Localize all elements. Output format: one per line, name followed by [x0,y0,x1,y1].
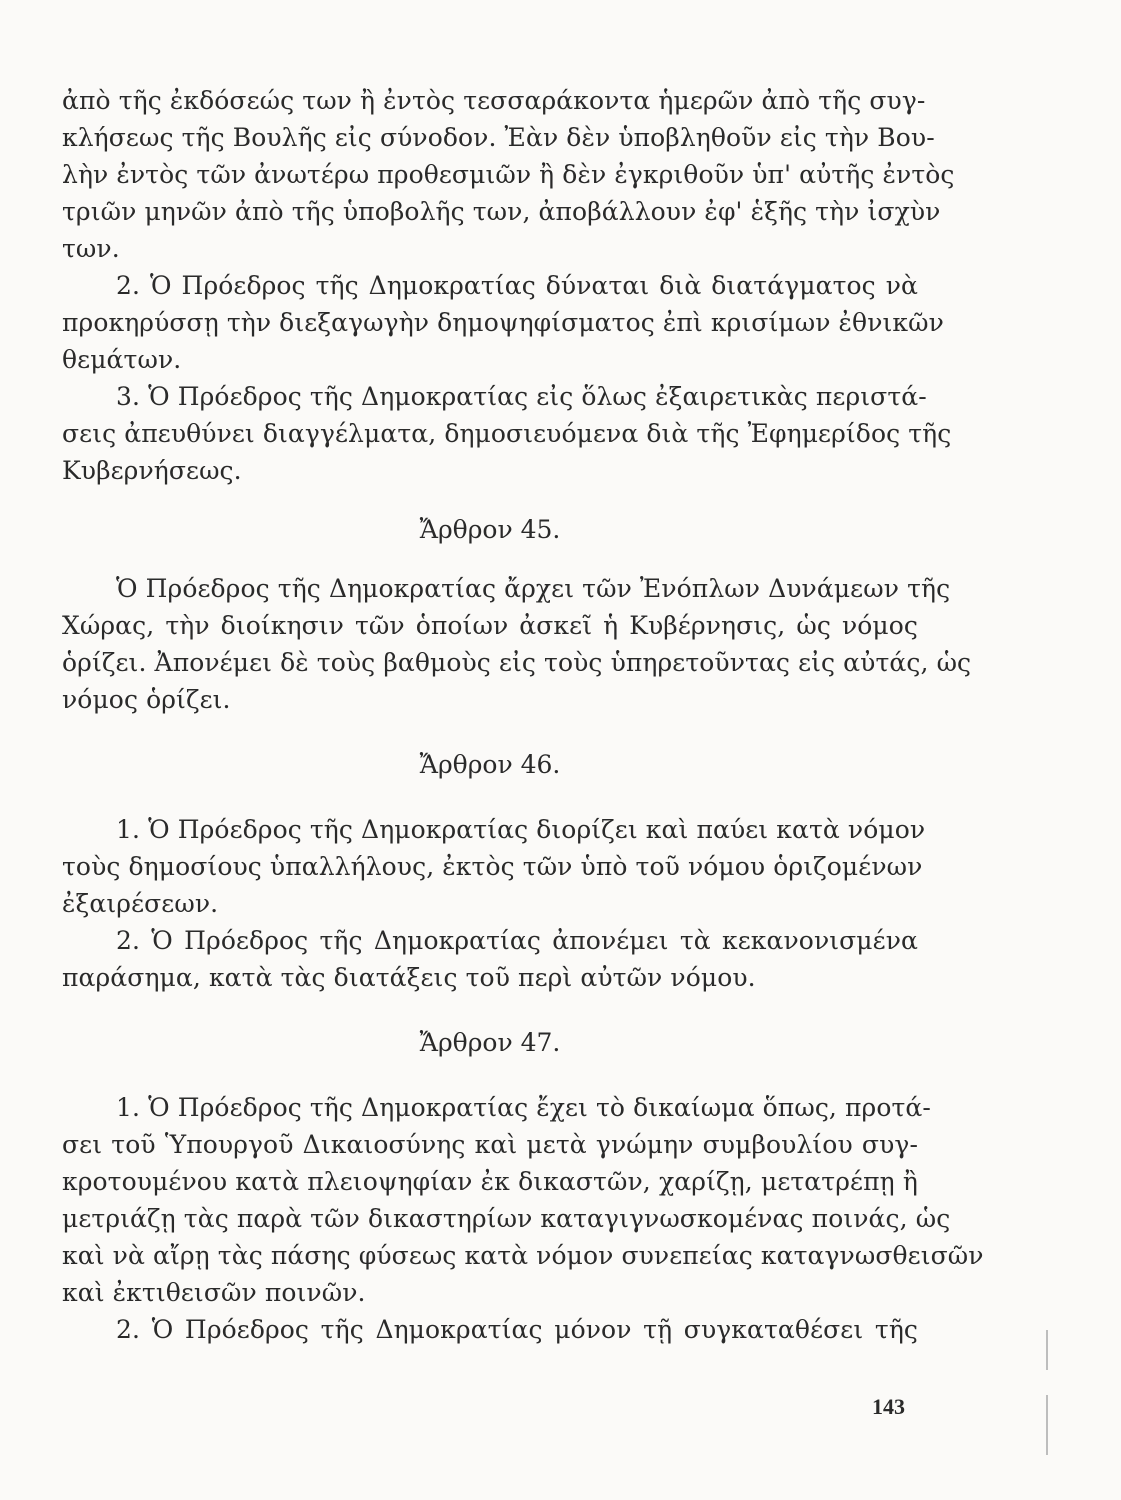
spacer [62,718,918,746]
text-line: κροτουμένου κατὰ πλειοψηφίαν ἐκ δικαστῶν, χαρίζῃ, μετατρέπῃ ἢ [62,1167,918,1196]
text-line: κλήσεως τῆς Βουλῆς εἰς σύνοδον. Ἐὰν δὲν ὑποβληθοῦν εἰς τὴν Βου- [62,123,935,152]
text-line: σει τοῦ Ὑπουργοῦ Δικαιοσύνης καὶ μετὰ γνώμην συμβουλίου συγ- [62,1130,918,1159]
text-line: 3. Ὁ Πρόεδρος τῆς Δημοκρατίας εἰς ὅλως ἐξαιρετικὰς περιστά- [116,382,927,411]
article-heading: Ἄρθρον 46. [419,750,561,779]
text-line: λὴν ἐντὸς τῶν ἀνωτέρω προθεσμιῶν ἢ δὲν ἐγκριθοῦν ὑπ' αὐτῆς ἐντὸς [62,160,955,189]
text-column [62,82,984,1348]
spacer [62,783,918,811]
text-line: ἐξαιρέσεων. [62,889,219,918]
text-line: παράσημα, κατὰ τὰς διατάξεις τοῦ περὶ αὐτῶν νόμου. [62,963,756,992]
paragraph [62,1311,918,1348]
text-line: προκηρύσσῃ τὴν διεξαγωγὴν δημοψηφίσματος ἐπὶ κρισίμων ἐθνικῶν [62,308,944,337]
paragraph [62,1089,984,1311]
text-line: ὁρίζει. Ἀπονέμει δὲ τοὺς βαθμοὺς εἰς τοὺς ὑπηρετοῦντας εἰς αὐτάς, ὡς [62,648,972,677]
text-line: Κυβερνήσεως. [62,456,242,485]
text-line: μετριάζῃ τὰς παρὰ τῶν δικαστηρίων καταγιγνωσκομένας ποινάς, ὡς [62,1204,951,1233]
text-line: 2. Ὁ Πρόεδρος τῆς Δημοκρατίας δύναται διὰ διατάγματος νὰ [116,271,918,300]
article-heading: Ἄρθρον 45. [419,515,561,544]
text-line: Χώρας, τὴν διοίκησιν τῶν ὁποίων ἀσκεῖ ἡ Κυβέρνησις, ὡς νόμος [62,611,918,640]
text-line: 2. Ὁ Πρόεδρος τῆς Δημοκρατίας ἀπονέμει τὰ κεκανονισμένα [116,926,918,955]
text-line: σεις ἀπευθύνει διαγγέλματα, δημοσιευόμενα διὰ τῆς Ἐφημερίδος τῆς [62,419,952,448]
text-line: τριῶν μηνῶν ἀπὸ τῆς ὑποβολῆς των, ἀποβάλλουν ἐφ' ἑξῆς τὴν ἰσχὺν [62,197,941,226]
paragraph [62,811,926,922]
text-line: 1. Ὁ Πρόεδρος τῆς Δημοκρατίας διορίζει καὶ παύει κατὰ νόμον [116,815,926,844]
text-line: καὶ ἐκτιθεισῶν ποινῶν. [62,1278,366,1307]
text-line: θεμάτων. [62,345,182,374]
text-line: των. [62,234,120,263]
page-number: 143 [872,1394,905,1419]
paragraph [62,378,952,489]
scan-edge-mark [1046,1395,1048,1455]
text-line: 2. Ὁ Πρόεδρος τῆς Δημοκρατίας μόνον τῇ συγκαταθέσει τῆς [116,1315,918,1344]
text-line: τοὺς δημοσίους ὑπαλλήλους, ἐκτὸς τῶν ὑπὸ τοῦ νόμου ὁριζομένων [62,852,923,881]
text-line: νόμος ὁρίζει. [62,685,231,714]
spacer [62,1061,918,1089]
spacer [62,489,918,511]
scan-edge-mark [1046,1330,1048,1370]
article-heading: Ἄρθρον 47. [419,1028,561,1057]
spacer [62,996,918,1024]
text-line: καὶ νὰ αἴρῃ τὰς πάσης φύσεως κατὰ νόμον συνεπείας καταγνωσθεισῶν [62,1241,984,1270]
paragraph [62,267,944,378]
paragraph [62,82,955,267]
text-line: ἀπὸ τῆς ἐκδόσεώς των ἢ ἐντὸς τεσσαράκοντα ἡμερῶν ἀπὸ τῆς συγ- [62,86,926,115]
text-line: 1. Ὁ Πρόεδρος τῆς Δημοκρατίας ἔχει τὸ δικαίωμα ὅπως, προτά- [116,1093,931,1122]
paragraph [62,922,918,996]
paragraph [62,570,972,718]
spacer [62,548,918,570]
text-line: Ὁ Πρόεδρος τῆς Δημοκρατίας ἄρχει τῶν Ἐνόπλων Δυνάμεων τῆς [116,574,951,603]
